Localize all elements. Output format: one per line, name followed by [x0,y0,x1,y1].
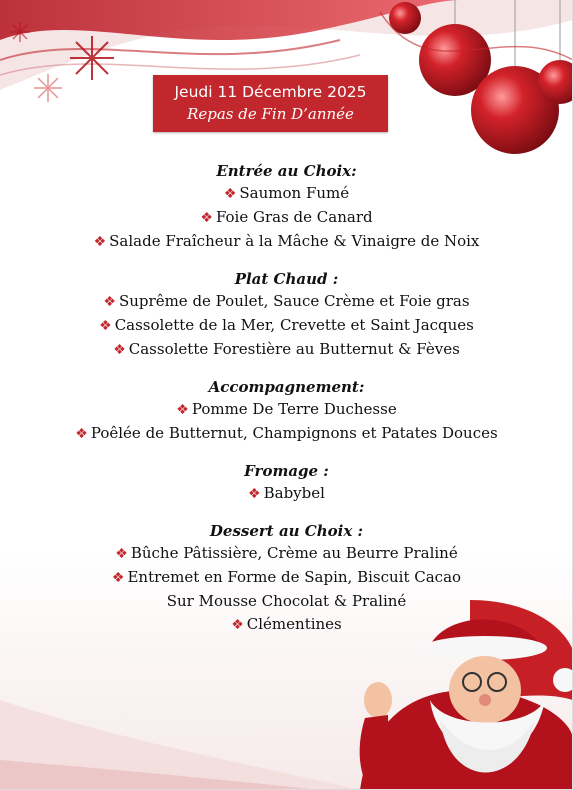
diamond-bullet-icon: ❖ [75,426,88,442]
menu-item: ❖ Bûche Pâtissière, Crème au Beurre Praliné [115,544,458,562]
menu-item: ❖ Poêlée de Butternut, Champignons et Patates Douces [75,424,498,442]
diamond-bullet-icon: ❖ [113,342,126,358]
menu-item: ❖ Foie Gras de Canard [200,208,373,226]
diamond-bullet-icon: ❖ [99,318,112,334]
menu-item-continuation: Sur Mousse Chocolat & Praliné [166,592,407,610]
section-title: Plat Chaud : [234,270,339,288]
date-banner [153,75,388,132]
diamond-bullet-icon: ❖ [248,486,261,502]
diamond-bullet-icon: ❖ [93,234,107,250]
event-date: Jeudi 11 Décembre 2025 [174,83,367,101]
diamond-bullet-icon: ❖ [111,570,125,586]
menu-item: ❖ Entremet en Forme de Sapin, Biscuit Cacao [111,568,462,586]
section-dessert [0,520,573,637]
menu-content [0,160,573,651]
menu-item: ❖ Salade Fraîcheur à la Mâche & Vinaigre de Noix [93,232,480,250]
snowflake-icon [10,22,30,42]
diamond-bullet-icon: ❖ [231,617,244,633]
section-title: Fromage : [244,462,329,480]
menu-item: ❖ Suprême de Poulet, Sauce Crème et Foie gras [103,292,470,310]
section-plat [0,268,573,362]
section-title: Entrée au Choix: [216,162,357,180]
menu-item: ❖ Cassolette de la Mer, Crevette et Saint Jacques [99,316,474,334]
diamond-bullet-icon: ❖ [200,210,213,226]
section-fromage [0,460,573,506]
menu-item: ❖ Babybel [248,484,325,502]
section-entree [0,160,573,254]
diamond-bullet-icon: ❖ [176,402,189,418]
snowflake-icon [70,36,114,80]
event-title: Repas de Fin D’année [187,105,354,123]
section-title: Accompagnement: [208,378,365,396]
snowflake-icon [34,74,62,102]
menu-item: ❖ Clémentines [231,615,342,633]
diamond-bullet-icon: ❖ [223,186,237,202]
diamond-bullet-icon: ❖ [115,546,128,562]
section-title: Dessert au Choix : [209,522,364,540]
diamond-bullet-icon: ❖ [103,294,116,310]
menu-item: ❖ Saumon Fumé [223,184,350,202]
menu-item: ❖ Pomme De Terre Duchesse [176,400,397,418]
section-accompagnement [0,376,573,446]
menu-item: ❖ Cassolette Forestière au Butternut & Fèves [113,340,460,358]
